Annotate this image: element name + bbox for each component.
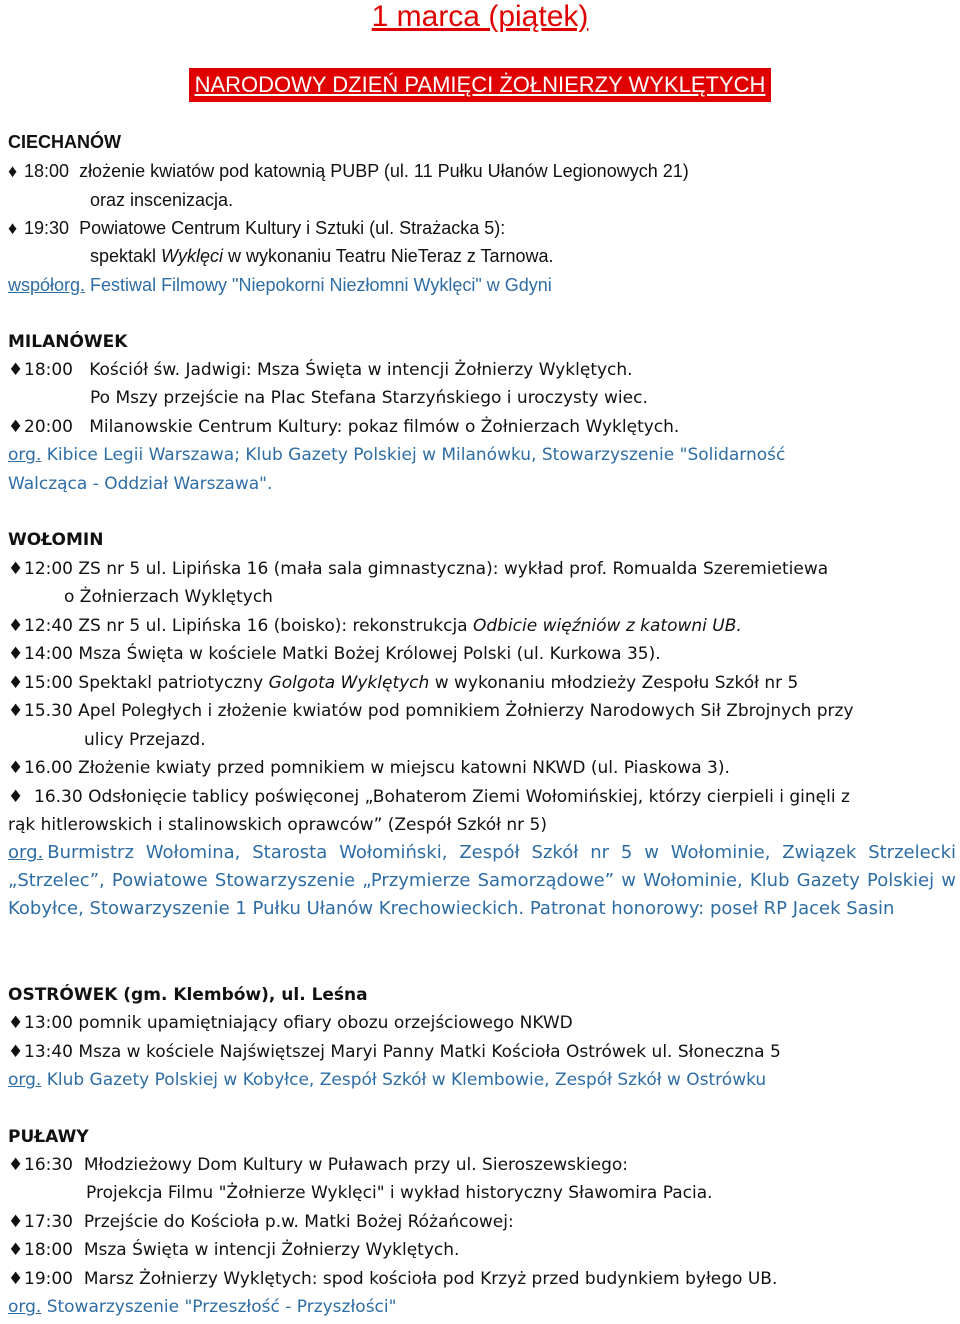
event-text: ZS nr 5 ul. Lipińska 16 (boisko): rekonstrukcja xyxy=(73,616,473,636)
diamond-bullet-icon: ♦ xyxy=(8,758,24,778)
event-continuation: o Żołnierzach Wyklętych xyxy=(64,587,273,607)
organizer-text: Burmistrz Wołomina, Starosta Wołomiński, Zespół Szkół nr 5 w Wołominie, Związek Strzelecki „Strzelec”, Powiatowe Stowarzyszenie „Przymierze Samorządowe” w Wołominie, Klub Gazety Polskiej w Kobyłce, Stowarzyszenie 1 Pułku Ułanów Krechowieckich. Patronat honorowy: poseł RP Jacek Sasin xyxy=(8,842,956,919)
event-text: Przejście do Kościoła p.w. Matki Bożej Różańcowej: xyxy=(83,1212,514,1232)
organizer-label: org. xyxy=(8,1297,42,1317)
event-line xyxy=(8,643,661,665)
event-text: ZS nr 5 ul. Lipińska 16 (mała sala gimnastyczna): wykład prof. Romualda Szeremietiewa xyxy=(73,559,829,579)
diamond-bullet-icon: ♦ xyxy=(8,644,24,664)
city-heading-pulawy: PUŁAWY xyxy=(8,1127,89,1147)
event-line xyxy=(8,1041,781,1063)
event-text: w wykonaniu Teatru NieTeraz z Tarnowa. xyxy=(223,246,554,266)
event-line xyxy=(8,160,689,182)
organizer-label: org. xyxy=(8,445,42,465)
event-line xyxy=(8,217,505,239)
event-time: 16:30 xyxy=(24,1155,73,1175)
organizer-label: współorg. xyxy=(8,275,86,295)
event-time: 16.30 xyxy=(34,787,83,807)
organizer-text: Festiwal Filmowy "Niepokorni Niezłomni Wyklęci" w Gdyni xyxy=(85,275,552,295)
diamond-bullet-icon: ♦ xyxy=(8,1212,24,1232)
event-text: Kościół św. Jadwigi: Msza Święta w intencji Żołnierzy Wyklętych. xyxy=(89,360,633,380)
organizer-text: Stowarzyszenie "Przeszłość - Przyszłości" xyxy=(41,1297,397,1317)
event-continuation: rąk hitlerowskich i stalinowskich oprawców” (Zespół Szkół nr 5) xyxy=(8,815,548,835)
event-time: 20:00 xyxy=(24,417,73,437)
diamond-bullet-icon: ♦ xyxy=(8,1013,24,1033)
event-line xyxy=(8,416,679,438)
event-time: 17:30 xyxy=(24,1212,73,1232)
event-text: Milanowskie Centrum Kultury: pokaz filmów o Żołnierzach Wyklętych. xyxy=(89,417,680,437)
event-time: 18:00 xyxy=(24,1240,73,1260)
event-text: Msza Święta w kościele Matki Bożej Królowej Polski (ul. Kurkowa 35). xyxy=(73,644,661,664)
event-time: 18:00 xyxy=(24,161,70,181)
organizer-text: Klub Gazety Polskiej w Kobyłce, Zespół Szkół w Klembowie, Zespół Szkół w Ostrówku xyxy=(41,1070,767,1090)
organizer-line xyxy=(8,1069,766,1091)
event-line xyxy=(8,1268,777,1290)
event-text: Złożenie kwiaty przed pomnikiem w miejscu katowni NKWD (ul. Piaskowa 3). xyxy=(72,758,730,778)
city-heading-wolomin: WOŁOMIN xyxy=(8,530,104,550)
event-continuation: ulicy Przejazd. xyxy=(84,730,206,750)
event-time: 12:00 xyxy=(24,559,73,579)
event-line xyxy=(8,672,798,694)
organizer-continuation: Walcząca - Oddział Warszawa". xyxy=(8,474,273,494)
city-heading-milanowek: MILANÓWEK xyxy=(8,332,128,352)
diamond-bullet-icon: ♦ xyxy=(8,673,24,693)
event-continuation: Projekcja Filmu "Żołnierze Wyklęci" i wykład historyczny Sławomira Pacia. xyxy=(86,1183,713,1203)
event-time: 16.00 xyxy=(24,758,73,778)
event-line xyxy=(8,359,633,381)
event-banner: NARODOWY DZIEŃ PAMIĘCI ŻOŁNIERZY WYKLĘTYCH xyxy=(189,68,772,102)
event-text: Msza w kościele Najświętszej Maryi Panny Matki Kościoła Ostrówek ul. Słoneczna 5 xyxy=(73,1042,781,1062)
event-line xyxy=(8,700,854,722)
event-time: 15.30 xyxy=(24,701,73,721)
diamond-bullet-icon: ♦ xyxy=(8,1042,24,1062)
event-title-italic: Odbicie więźniów z katowni UB. xyxy=(473,616,742,636)
event-time: 15:00 xyxy=(24,673,73,693)
event-line xyxy=(8,558,828,580)
diamond-bullet-icon: ♦ xyxy=(8,161,18,181)
event-title-italic: Wyklęci xyxy=(161,246,224,266)
event-line xyxy=(8,1012,573,1034)
event-line xyxy=(8,1211,514,1233)
event-text: Młodzieżowy Dom Kultury w Puławach przy ul. Sieroszewskiego: xyxy=(83,1155,628,1175)
diamond-bullet-icon: ♦ xyxy=(8,218,18,238)
event-text: Powiatowe Centrum Kultury i Sztuki (ul. Strażacka 5): xyxy=(79,218,506,238)
event-continuation xyxy=(90,245,554,267)
event-text: złożenie kwiatów pod katownią PUBP (ul. 11 Pułku Ułanów Legionowych 21) xyxy=(79,161,689,181)
event-time: 13:00 xyxy=(24,1013,73,1033)
event-text: w wykonaniu młodzieży Zespołu Szkół nr 5 xyxy=(429,673,799,693)
diamond-bullet-icon: ♦ xyxy=(8,1240,24,1260)
event-text: Odsłonięcie tablicy poświęconej „Bohaterom Ziemi Wołomińskiej, którzy cierpieli i ginęli z xyxy=(82,787,850,807)
event-text: Marsz Żołnierzy Wyklętych: spod kościoła pod Krzyż przed budynkiem byłego UB. xyxy=(83,1269,778,1289)
organizer-label: org. xyxy=(8,1070,42,1090)
organizer-text: Kibice Legii Warszawa; Klub Gazety Polskiej w Milanówku, Stowarzyszenie "Solidarność xyxy=(41,445,786,465)
event-title-italic: Golgota Wyklętych xyxy=(268,673,430,693)
event-text: Msza Święta w intencji Żołnierzy Wyklętych. xyxy=(83,1240,460,1260)
event-time: 14:00 xyxy=(24,644,73,664)
organizer-line xyxy=(8,274,552,296)
diamond-bullet-icon: ♦ xyxy=(8,1269,24,1289)
event-line xyxy=(8,786,956,808)
diamond-bullet-icon: ♦ xyxy=(8,559,24,579)
event-time: 12:40 xyxy=(24,616,73,636)
organizer-label: org. xyxy=(8,842,44,863)
organizer-paragraph xyxy=(8,839,956,923)
event-line xyxy=(8,1154,628,1176)
event-time: 13:40 xyxy=(24,1042,73,1062)
organizer-line xyxy=(8,444,785,466)
organizer-line xyxy=(8,1296,396,1318)
event-text: Spektakl patriotyczny xyxy=(73,673,269,693)
diamond-bullet-icon: ♦ xyxy=(8,360,24,380)
event-line xyxy=(8,615,742,637)
event-text: Apel Poległych i złożenie kwiatów pod pomnikiem Żołnierzy Narodowych Sił Zbrojnych przy xyxy=(72,701,854,721)
diamond-bullet-icon: ♦ xyxy=(8,701,24,721)
event-time: 18:00 xyxy=(24,360,73,380)
city-heading-ciechanow: CIECHANÓW xyxy=(8,132,121,152)
diamond-bullet-icon: ♦ xyxy=(8,417,24,437)
diamond-bullet-icon: ♦ xyxy=(8,1155,24,1175)
event-continuation: Po Mszy przejście na Plac Stefana Starzyńskiego i uroczysty wiec. xyxy=(90,388,648,408)
banner-wrap xyxy=(0,68,960,102)
event-time: 19:30 xyxy=(24,218,70,238)
diamond-bullet-icon: ♦ xyxy=(8,787,24,807)
event-text: spektakl xyxy=(90,246,162,266)
diamond-bullet-icon: ♦ xyxy=(8,616,24,636)
event-line xyxy=(8,1239,459,1261)
event-line xyxy=(8,757,730,779)
date-title: 1 marca (piątek) xyxy=(371,0,589,33)
event-text: pomnik upamiętniający ofiary obozu orzejściowego NKWD xyxy=(73,1013,573,1033)
event-time: 19:00 xyxy=(24,1269,73,1289)
event-continuation: oraz inscenizacja. xyxy=(90,190,234,210)
city-heading-ostrowek: OSTRÓWEK (gm. Klembów), ul. Leśna xyxy=(8,985,368,1005)
